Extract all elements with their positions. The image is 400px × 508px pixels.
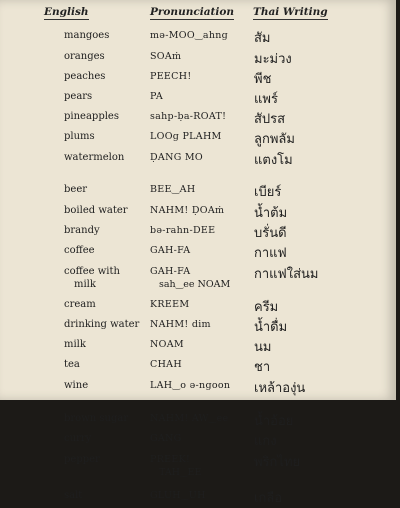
vocab-row [0, 299, 396, 317]
vocab-row [0, 30, 396, 48]
english-word: watermelon [64, 152, 125, 163]
thai-writing: เบียร์ [254, 185, 282, 200]
vocab-row [0, 490, 396, 508]
pronunciation: sahp-ḅa-ROAT! [150, 111, 227, 122]
header-english: English [44, 6, 89, 18]
thai-writing: นม [254, 340, 272, 355]
english-word: peaches [64, 71, 106, 82]
thai-writing: แตงโม [254, 153, 293, 168]
english-word: boiled water [64, 205, 128, 216]
english-word: coffee with [64, 266, 120, 277]
english-word: salt [64, 490, 83, 501]
english-word: milk [64, 339, 86, 350]
thai-writing: มะม่วง [254, 52, 292, 67]
thai-writing: ชา [254, 360, 271, 375]
pronunciation: NAHM! ḌOAṁ [150, 205, 225, 216]
vocab-row [0, 266, 396, 290]
vocab-row [0, 71, 396, 89]
english-word: cream [64, 299, 96, 310]
english-word: mangoes [64, 30, 110, 41]
english-word: beer [64, 184, 88, 195]
english-word: tea [64, 359, 80, 370]
vocab-row [0, 184, 396, 202]
header-pronunciation: Pronunciation [150, 6, 234, 18]
pronunciation: CHAH [150, 359, 182, 370]
pronunciation-continued: sah‿ee NOAM [159, 279, 231, 290]
pronunciation: BEE‿AH [150, 184, 196, 195]
thai-writing: สัม [254, 31, 271, 46]
pronunciation: NAHM! dim [150, 319, 211, 330]
thai-writing: แกง [254, 434, 277, 449]
thai-writing: กาแฟ [254, 246, 287, 261]
vocab-row [0, 131, 396, 149]
english-word: curry [64, 433, 92, 444]
pronunciation: LOOg PLAHM [150, 131, 222, 142]
pronunciation: GAH-FA [150, 245, 191, 256]
pronunciation: ḌANG MO [150, 152, 204, 163]
vocab-row [0, 339, 396, 357]
thai-writing: พีช [254, 72, 272, 87]
vocab-row [0, 51, 396, 69]
thai-writing: บรั่นดี [254, 226, 287, 241]
vocab-row [0, 319, 396, 337]
thai-writing: พริกไทย [254, 455, 301, 470]
thai-writing: แพร์ [254, 92, 278, 107]
vocab-row [0, 225, 396, 243]
vocab-row [0, 359, 396, 377]
thai-writing: ลูกพลัม [254, 132, 295, 147]
pronunciation: mə-MOO‿ahng [150, 30, 229, 41]
thai-writing: เกลือ [254, 491, 283, 506]
vocab-row [0, 433, 396, 451]
pronunciation: SOAṁ [150, 51, 182, 62]
thai-writing: เหล้าองุ่น [254, 381, 306, 396]
pronunciation: PEECH! [150, 71, 192, 82]
vocab-row [0, 454, 396, 478]
english-word: pineapples [64, 111, 119, 122]
pronunciation: NAHM! AW‿ee [150, 413, 229, 424]
pronunciation: bə-rahn-DEE [150, 225, 216, 236]
thai-writing: สัปรส [254, 112, 286, 127]
pronunciation: KREEM [150, 299, 190, 310]
english-word: wine [64, 380, 89, 391]
english-word: pears [64, 91, 93, 102]
header-thai-writing: Thai Writing [253, 6, 328, 18]
vocab-row [0, 245, 396, 263]
english-word: brandy [64, 225, 100, 236]
vocab-row [0, 413, 396, 431]
english-word: pepper [64, 454, 100, 465]
pronunciation: GAH-FA [150, 266, 191, 277]
english-word: plums [64, 131, 95, 142]
vocab-row [0, 111, 396, 129]
thai-writing: กาแฟใส่นม [254, 267, 319, 282]
pronunciation: PREEK! [150, 454, 191, 465]
thai-writing: น้ำอ้อย [254, 414, 294, 429]
vocab-row [0, 152, 396, 170]
english-word-continued: milk [74, 279, 96, 290]
vocab-row [0, 380, 396, 398]
thai-writing: ครีม [254, 300, 279, 315]
pronunciation-continued: TAH‿EE [159, 467, 202, 478]
pronunciation: GANG [150, 433, 182, 444]
english-word: coffee [64, 245, 95, 256]
pronunciation: PA [150, 91, 163, 102]
english-word: drinking water [64, 319, 140, 330]
vocab-row [0, 205, 396, 223]
english-word: brown sugar [64, 413, 129, 424]
english-word: oranges [64, 51, 105, 62]
pronunciation: NOAM [150, 339, 184, 350]
vocab-row [0, 91, 396, 109]
thai-writing: น้ำดื่ม [254, 320, 288, 335]
pronunciation: GLUH‿UH [150, 490, 206, 501]
thai-writing: น้ำต้ม [254, 206, 288, 221]
pronunciation: LAH‿o ə-ngoon [150, 380, 231, 391]
